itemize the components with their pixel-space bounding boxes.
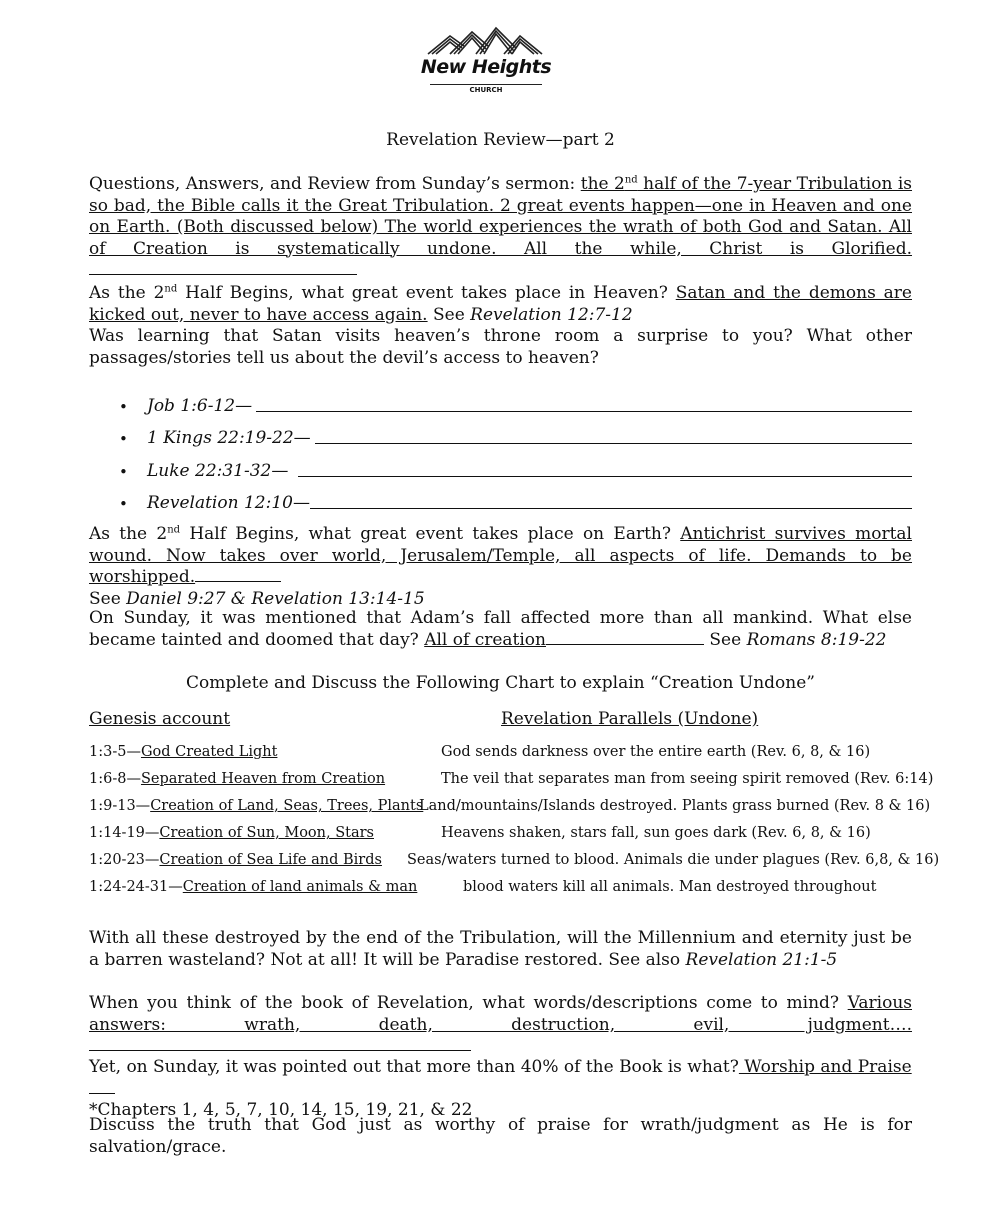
creation-paragraph [89,608,912,651]
answer-blank[interactable] [256,411,912,412]
table-row [89,825,912,852]
words-lead: When you think of the book of Revelation, what words/descriptions come to mind? [89,993,848,1013]
scripture-label: Revelation 12:10— [147,493,310,513]
answer-blank[interactable] [89,1079,115,1094]
church-logo [420,24,552,98]
logo-divider [430,84,542,85]
revelation-cell: blood waters kill all animals. Man destroyed throughout [463,879,877,895]
chart-title: Complete and Discuss the Following Chart to explain “Creation Undone” [186,673,815,693]
genesis-cell [89,771,385,787]
answer-blank[interactable] [315,443,912,444]
earth-see: See [89,588,127,609]
genesis-cell [89,825,374,841]
bullet-icon: • [119,495,128,513]
table-row [89,852,940,879]
genesis-cell [89,798,423,814]
genesis-answer: God Created Light [140,744,278,760]
millennium-paragraph [89,928,912,971]
genesis-cell [89,852,382,868]
revelation-column-header: Revelation Parallels (Undone) [501,709,759,729]
scripture-label: Luke 22:31-32— [147,460,289,481]
worship-paragraph [89,1057,912,1122]
answer-blank[interactable] [89,260,357,275]
revelation-cell: Seas/waters turned to blood. Animals die under plagues (Rev. 6,8, & 16) [407,852,940,868]
list-item [119,448,912,481]
table-row [89,879,912,906]
genesis-answer: Creation of land animals & man [182,879,418,895]
intro-lead: Questions, Answers, and Review from Sunday’s sermon: [89,174,581,194]
list-item [119,481,912,514]
genesis-ref: 1:14-19— [89,825,160,841]
genesis-answer: Creation of Sea Life and Birds [159,852,382,868]
words-paragraph [89,993,912,1058]
revelation-cell: The veil that separates man from seeing spirit removed (Rev. 6:14) [441,771,934,787]
bullet-icon: • [119,397,128,416]
creation-see: See [703,629,747,650]
intro-answer-a: the 2 [580,174,625,194]
heaven-question: Was learning that Satan visits heaven’s throne room a surprise to you? What other passages/stories tell us about the devil’s access to heaven? [89,326,912,368]
genesis-ref: 1:20-23— [89,852,160,868]
earth-answer: Antichrist survives mortal wound. Now takes over world, Jerusalem/Temple, all aspects of life. Demands to be worshipped. [89,524,912,587]
revelation-cell: God sends darkness over the entire earth (Rev. 6, 8, & 16) [441,744,871,760]
genesis-answer: Creation of Land, Seas, Trees, Plants [150,798,424,814]
table-row [89,771,934,798]
logo-subtitle: CHURCH [469,86,503,94]
heaven-sup: nd [164,283,178,295]
earth-ref: Daniel 9:27 & Revelation 13:14-15 [126,588,425,609]
creation-ref: Romans 8:19-22 [746,629,887,650]
genesis-answer: Creation of Sun, Moon, Stars [159,825,374,841]
earth-lead-b: Half Begins, what great event takes place on Earth? [180,524,681,544]
worship-chapters: *Chapters 1, 4, 5, 7, 10, 14, 15, 19, 21, & 22 [89,1100,473,1120]
intro-answer-b: half of the 7-year Tribulation is so bad, the Bible calls it the Great Tribulation. 2 great events happen—one in Heaven and one on Earth. (Both discussed below) The world experiences the wrath of both God and Satan. All of Creation is systematically undone. All the while, Christ is Glorified. [89,174,913,259]
scripture-label: Job 1:6-12— [147,395,253,416]
genesis-ref: 1:3-5— [89,744,141,760]
genesis-column-header: Genesis account [89,709,231,729]
answer-blank[interactable] [310,508,912,509]
answer-blank[interactable] [298,476,912,477]
genesis-cell [89,879,417,895]
genesis-answer: Separated Heaven from Creation [140,771,386,787]
worship-answer: Worship and Praise [738,1057,912,1077]
scripture-label: 1 Kings 22:19-22— [147,428,311,448]
genesis-ref: 1:24-24-31— [89,879,183,895]
creation-answer: All of creation [424,629,546,650]
earth-lead-a: As the 2 [89,524,168,544]
answer-blank[interactable] [195,567,281,582]
answer-blank[interactable] [546,630,704,645]
heaven-paragraph [89,283,912,369]
logo-name: New Heights [420,56,552,78]
words-answer: Various answers: wrath, death, destruction, evil, judgment…. [89,993,912,1035]
heaven-ref: Revelation 12:7-12 [470,304,633,325]
bullet-icon: • [119,462,128,481]
revelation-cell: Heavens shaken, stars fall, sun goes dark (Rev. 6, 8, & 16) [441,825,871,841]
answer-blank[interactable] [89,1036,471,1051]
table-row [89,798,931,825]
worship-lead: Yet, on Sunday, it was pointed out that more than 40% of the Book is what? [89,1057,739,1077]
genesis-ref: 1:6-8— [89,771,141,787]
intro-answer-sup: nd [624,174,638,186]
scripture-list [119,383,912,513]
list-item [119,383,912,416]
heaven-lead-b: Half Begins, what great event takes place in Heaven? [177,283,676,303]
creation-lead: On Sunday, it was mentioned that Adam’s fall affected more than all mankind. What else became tainted and doomed that day? [89,608,912,650]
millennium-ref: Revelation 21:1-5 [685,949,838,970]
earth-sup: nd [167,524,181,536]
heaven-lead-a: As the 2 [89,283,165,303]
bullet-icon: • [119,430,128,448]
millennium-text: With all these destroyed by the end of the Tribulation, will the Millennium and eternity just be a barren wasteland? Not at all! It will be Paradise restored. See also [89,928,912,970]
revelation-cell: Land/mountains/Islands destroyed. Plants grass burned (Rev. 8 & 16) [419,798,931,814]
heaven-answer: Satan and the demons are kicked out, never to have access again. [89,283,912,325]
genesis-cell [89,744,277,760]
discuss-paragraph [89,1115,912,1158]
mountain-logo-icon [420,24,552,58]
list-item [119,416,912,449]
page-title: Revelation Review—part 2 [386,130,615,150]
earth-paragraph [89,524,912,610]
discuss-text: Discuss the truth that God just as worthy of praise for wrath/judgment as He is for salvation/grace. [89,1115,912,1157]
table-row [89,744,912,771]
heaven-see: See [427,304,471,325]
intro-paragraph [89,174,912,282]
genesis-ref: 1:9-13— [89,798,151,814]
